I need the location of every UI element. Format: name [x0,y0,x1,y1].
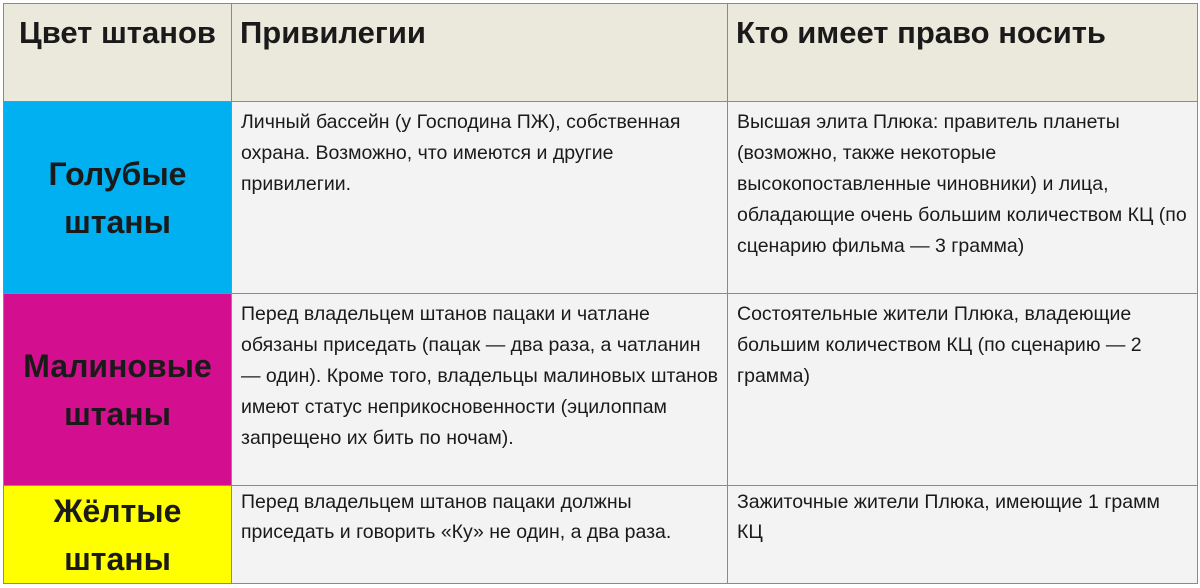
pants-privileges-table [3,3,1198,584]
who-may-wear-cell: Состоятельные жители Плюка, владеющие большим количеством КЦ (по сценарию — 2 грамма) [728,294,1198,486]
privileges-cell: Личный бассейн (у Господина ПЖ), собственная охрана. Возможно, что имеются и другие привилегии. [232,102,728,294]
table-header-row [4,4,1198,102]
who-may-wear-cell: Высшая элита Плюка: правитель планеты (возможно, также некоторые высокопоставленные чиновники) и лица, обладающие очень большим количеством КЦ (по сценарию фильма — 3 грамма) [728,102,1198,294]
table-row-crimson-pants [4,294,1198,486]
header-privileges: Привилегии [232,4,728,102]
pants-color-label: Жёлтые штаны [4,486,232,584]
who-may-wear-cell: Зажиточные жители Плюка, имеющие 1 грамм КЦ [728,486,1198,584]
header-who-may-wear: Кто имеет право носить [728,4,1198,102]
table-row-yellow-pants [4,486,1198,584]
pants-color-label: Малиновые штаны [4,294,232,486]
privileges-cell: Перед владельцем штанов пацаки должны приседать и говорить «Ку» не один, а два раза. [232,486,728,584]
header-pants-color: Цвет штанов [4,4,232,102]
privileges-cell: Перед владельцем штанов пацаки и чатлане обязаны приседать (пацак — два раза, а чатланин — один). Кроме того, владельцы малиновых штанов имеют статус неприкосновенности (эцилоппам запрещено их бить по ночам). [232,294,728,486]
pants-color-label: Голубые штаны [4,102,232,294]
table-row-blue-pants [4,102,1198,294]
